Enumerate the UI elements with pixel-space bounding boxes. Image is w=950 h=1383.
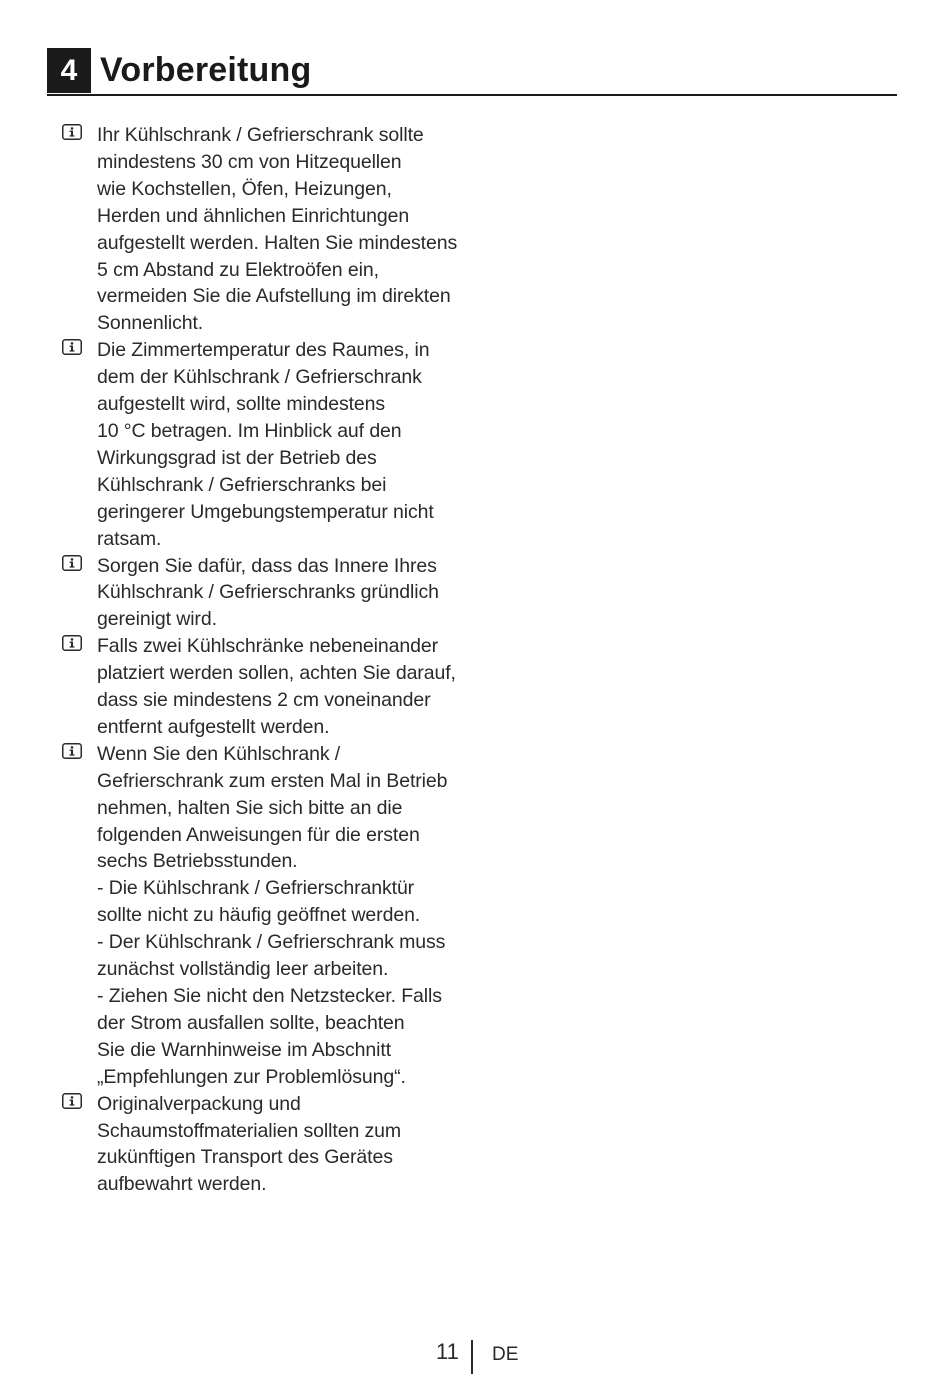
note-text-line: Die Zimmertemperatur des Raumes, in [97, 339, 430, 362]
chapter-header [47, 48, 897, 96]
note-text-line: Sie die Warnhinweise im Abschnitt [97, 1038, 392, 1061]
info-note [62, 1091, 482, 1199]
note-text-line: folgenden Anweisungen für die ersten [97, 823, 420, 846]
note-text-line: Falls zwei Kühlschränke nebeneinander [97, 635, 439, 658]
note-text-line: Herden und ähnlichen Einrichtungen [97, 204, 410, 227]
info-icon [62, 743, 82, 759]
notes-list [62, 122, 482, 1198]
info-icon [62, 339, 82, 355]
note-text-line: platziert werden sollen, achten Sie darauf, [97, 662, 456, 685]
footer-divider [471, 1340, 473, 1374]
info-icon [62, 555, 82, 571]
note-text-line: - Der Kühlschrank / Gefrierschrank muss [97, 931, 446, 954]
language-code: DE [492, 1344, 519, 1365]
note-text-line: mindestens 30 cm von Hitzequellen [97, 150, 402, 173]
note-text-line: 10 °C betragen. Im Hinblick auf den [97, 419, 402, 442]
page-number: 11 [436, 1339, 459, 1364]
note-text-line: - Ziehen Sie nicht den Netzstecker. Falls [97, 985, 442, 1007]
note-text-line: Sonnenlicht. [97, 312, 204, 335]
info-icon [62, 635, 82, 651]
note-text-line: nehmen, halten Sie sich bitte an die [97, 796, 403, 819]
note-text-line: aufgestellt wird, sollte mindestens [97, 393, 386, 416]
info-note [62, 553, 482, 634]
chapter-number: 4 [47, 48, 91, 93]
note-text-line: - Die Kühlschrank / Gefrierschranktür [97, 877, 415, 900]
note-text-line: gereinigt wird. [97, 608, 217, 631]
note-text-line: aufbewahrt werden. [97, 1173, 267, 1196]
info-note [62, 633, 482, 741]
note-text-line: Wirkungsgrad ist der Betrieb des [97, 446, 377, 469]
info-icon [62, 124, 82, 140]
note-text-line: sechs Betriebsstunden. [97, 850, 298, 873]
note-text-line: entfernt aufgestellt werden. [97, 715, 330, 738]
note-text-line: Gefrierschrank zum ersten Mal in Betrieb [97, 769, 448, 792]
info-icon [62, 1093, 82, 1109]
note-text-line: vermeiden Sie die Aufstellung im direkten [97, 285, 451, 308]
note-text-line: Schaumstoffmaterialien sollten zum [97, 1119, 402, 1142]
note-text-line: Sorgen Sie dafür, dass das Innere Ihres [97, 554, 437, 577]
note-text-line: Ihr Kühlschrank / Gefrierschrank sollte [97, 124, 424, 146]
note-text-line: ratsam. [97, 527, 162, 550]
note-text-line: zukünftigen Transport des Gerätes [97, 1146, 393, 1169]
note-text-line: Kühlschrank / Gefrierschranks bei [97, 473, 387, 496]
info-note [62, 122, 482, 337]
note-text-line: Wenn Sie den Kühlschrank / [97, 742, 341, 765]
page-footer [0, 1336, 950, 1376]
note-text-line: Kühlschrank / Gefrierschranks gründlich [97, 581, 439, 604]
note-text-line: aufgestellt werden. Halten Sie mindestens [97, 231, 458, 254]
note-text-line: 5 cm Abstand zu Elektroöfen ein, [97, 258, 379, 281]
note-text-line: sollte nicht zu häufig geöffnet werden. [97, 904, 421, 927]
info-note [62, 337, 482, 552]
chapter-title: Vorbereitung [100, 51, 312, 89]
note-text-line: dass sie mindestens 2 cm voneinander [97, 689, 431, 712]
note-text-line: Originalverpackung und [97, 1092, 301, 1115]
note-text-line: der Strom ausfallen sollte, beachten [97, 1011, 405, 1034]
note-text-line: zunächst vollständig leer arbeiten. [97, 958, 389, 981]
note-text-line: geringerer Umgebungstemperatur nicht [97, 500, 434, 523]
note-text-line: dem der Kühlschrank / Gefrierschrank [97, 366, 422, 389]
note-text-line: wie Kochstellen, Öfen, Heizungen, [97, 177, 392, 200]
info-note [62, 741, 482, 1091]
note-text-line: „Empfehlungen zur Problemlösung“. [97, 1065, 406, 1088]
